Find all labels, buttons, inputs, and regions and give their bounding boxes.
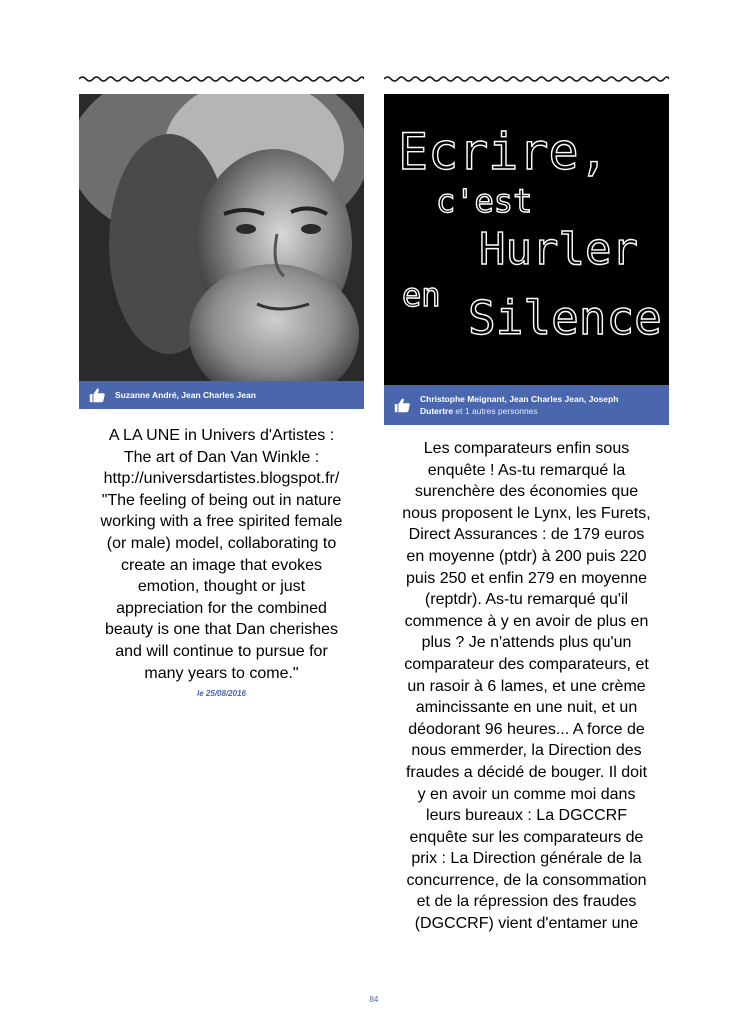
post-text-left: A LA UNE in Univers d'Artistes : The art of Dan Van Winkle : http://universdartistes.blogspot.fr/ "The feeling of being out in nature working with a free spirited female (or male) model, collaborating to create an image that evokes emotion, thought or just appreciation for the combined beauty is one that Dan cherishes and will continue to pursue for many years to come." (100, 427, 343, 682)
thumbs-up-icon[interactable] (88, 386, 106, 404)
like-names-line-2: Dutertre (420, 406, 454, 416)
like-bar-right (384, 385, 669, 425)
chalk-quote (384, 94, 669, 385)
like-bar-left (79, 381, 364, 409)
quote-line-5: Silence (468, 291, 662, 345)
post-date: le 25/08/2016 (197, 689, 246, 698)
thumbs-up-icon[interactable] (393, 396, 411, 414)
like-others: et 1 autres personnes (453, 406, 538, 416)
portrait-illustration (79, 94, 364, 381)
quote-image (384, 94, 669, 385)
post-text-right: Les comparateurs enfin sous enquête ! As-tu remarqué la surenchère des économies que nous proposent le Lynx, les Furets, Direct Assurances : de 179 euros en moyenne (ptdr) à 200 puis 220 puis 250 et enfin 279 en moyenne (reptdr). As-tu remarqué qu'il commence à y en avoir de plus en plus ? Je n'attends plus qu'un comparateur des comparateurs, et un rasoir à 6 lames, et une crème amincissante en une nuit, et un déodorant 96 heures... A force de nous emmerder, la Direction des fraudes a décidé de bouger. Il doit y en avoir un comme moi dans leurs bureaux : La DGCCRF enquête sur les comparateurs de prix : La Direction générale de la concurrence, de la consommation et de la répression des fraudes (DGCCRF) vient d'entamer une (402, 440, 651, 933)
like-names (420, 393, 618, 417)
page-number: 84 (369, 995, 379, 1004)
quote-line-2: c'est (436, 182, 533, 220)
wavy-divider-right (384, 72, 669, 86)
portrait-photo (79, 94, 364, 381)
like-names: Suzanne André, Jean Charles Jean (115, 390, 256, 400)
quote-line-1: Ecrire, (398, 123, 609, 181)
like-names-line-1: Christophe Meignant, Jean Charles Jean, Joseph (420, 394, 619, 404)
quote-line-3: Hurler (479, 224, 638, 275)
wavy-divider-left (79, 72, 364, 86)
quote-line-4: en (402, 276, 441, 314)
